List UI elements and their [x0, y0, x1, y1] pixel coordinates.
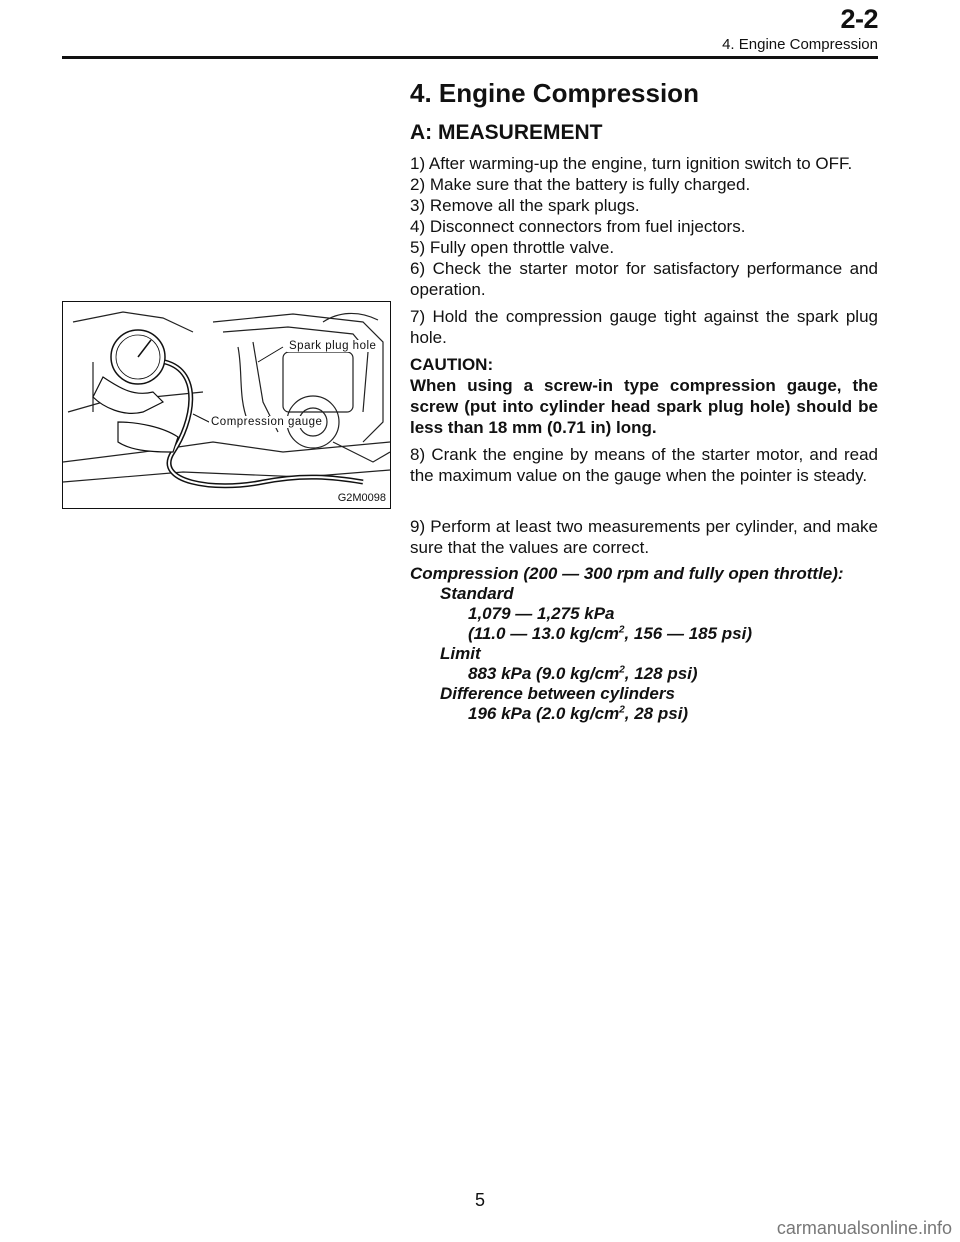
main-content — [410, 78, 878, 724]
page-number: 5 — [474, 1190, 485, 1210]
compression-gauge-label: Compression gauge — [211, 416, 323, 428]
step-5: 5) Fully open throttle valve. — [410, 238, 615, 257]
spec-standard-kpa: 1,079 — 1,275 kPa — [468, 604, 615, 623]
page-title: 4. Engine Compression — [410, 78, 699, 108]
header-rule — [62, 56, 878, 59]
spec-diff-value — [410, 704, 878, 724]
spec-diff-label: Difference between cylinders — [440, 684, 675, 703]
spec-diff-a: 196 kPa (2.0 kg/cm — [468, 704, 620, 723]
spark-plug-hole-label: Spark plug hole — [289, 340, 377, 352]
step-6: 6) Check the starter motor for satisfactory performance and operation. — [410, 259, 878, 299]
spec-diff-b: , 28 psi) — [624, 704, 689, 723]
step-9: 9) Perform at least two measurements per cylinder, and make sure that the values are correct. — [410, 517, 878, 557]
section-number: 2-2 — [840, 4, 878, 34]
spec-limit-label: Limit — [440, 644, 481, 663]
spec-heading: Compression (200 — 300 rpm and fully open throttle): — [410, 564, 844, 583]
step-7: 7) Hold the compression gauge tight against the spark plug hole. — [410, 307, 878, 347]
spec-standard-alt-b: , 156 — 185 psi) — [624, 624, 753, 643]
section-subtitle: A: MEASUREMENT — [410, 121, 603, 144]
spec-limit-a: 883 kPa (9.0 kg/cm — [468, 664, 620, 683]
engine-illustration — [63, 302, 390, 508]
spec-diff-sup: 2 — [619, 704, 625, 716]
spec-standard-alt-a: (11.0 — 13.0 kg/cm — [468, 624, 619, 643]
spec-limit-b: , 128 psi) — [624, 664, 698, 683]
spec-limit-value — [410, 664, 878, 684]
spec-standard-sup: 2 — [618, 624, 625, 636]
step-8: 8) Crank the engine by means of the starter motor, and read the maximum value on the gauge when the pointer is steady. — [410, 445, 878, 485]
figure-id: G2M0098 — [337, 492, 386, 504]
step-2: 2) Make sure that the battery is fully charged. — [410, 175, 751, 194]
spec-limit-sup: 2 — [619, 664, 625, 676]
spec-standard-label: Standard — [440, 584, 514, 603]
caution-title: CAUTION: — [410, 355, 494, 374]
step-1: 1) After warming-up the engine, turn ignition switch to OFF. — [410, 154, 853, 173]
step-4: 4) Disconnect connectors from fuel injectors. — [410, 217, 746, 236]
watermark: carmanualsonline.info — [776, 1218, 952, 1238]
illustration-figure — [62, 301, 391, 509]
caution-text: When using a screw-in type compression gauge, the screw (put into cylinder head spark plug hole) should be less than 18 mm (0.71 in) long. — [410, 376, 878, 437]
step-3: 3) Remove all the spark plugs. — [410, 196, 640, 215]
spec-block — [410, 564, 878, 724]
spec-standard-alt — [410, 624, 878, 644]
section-title: 4. Engine Compression — [722, 36, 878, 53]
